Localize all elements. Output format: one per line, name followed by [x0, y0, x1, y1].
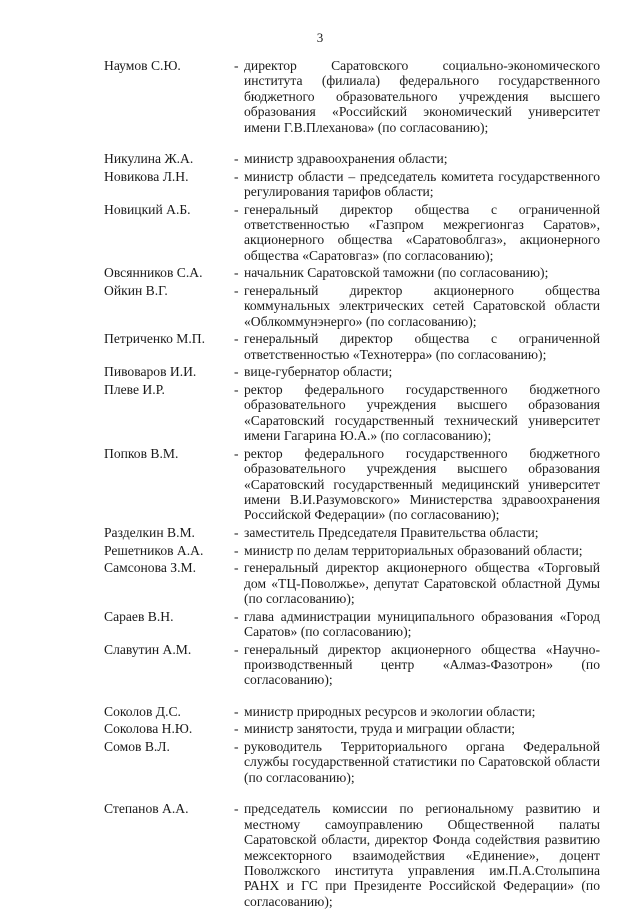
person-position: директор Саратовского социально-экономического института (филиала) федерального государственного бюджетного образовательного учреждения высшего образования «Российский экономический университет имени Г.В.Плеханова» (по согласованию);: [244, 58, 600, 135]
member-list: [104, 58, 600, 911]
list-item: [104, 283, 600, 329]
person-position: начальник Саратовской таможни (по согласованию);: [244, 265, 549, 281]
list-item: [104, 382, 600, 444]
dash-separator: -: [234, 542, 239, 558]
person-position: генеральный директор акционерного общества «Торговый дом «ТЦ-Поволжье», депутат Саратовской областной Думы (по согласованию);: [244, 560, 600, 607]
person-position: министр здравоохранения области;: [244, 151, 448, 167]
list-item: [104, 169, 600, 200]
dash-separator: -: [234, 265, 239, 281]
person-name: Попков В.М.: [104, 445, 179, 461]
dash-separator: -: [234, 739, 239, 755]
person-name: Плеве И.Р.: [104, 382, 165, 398]
list-item: [104, 446, 600, 523]
dash-separator: -: [234, 721, 239, 737]
person-position: заместитель Председателя Правительства области;: [244, 525, 539, 541]
person-position: министр области – председатель комитета государственного регулирования тарифов области;: [244, 168, 600, 200]
list-item: [104, 265, 600, 280]
person-position: глава администрации муниципального образования «Город Саратов» (по согласованию);: [244, 608, 600, 640]
person-position: председатель комиссии по региональному развитию и местному самоуправлению Общественной палаты Саратовской области, директор Фонда содействия развитию межсекторного взаимодействия «Единение», доцент Поволжского института управления им.П.А.Столыпина РАНХ и ГС при Президенте Российской Федерации» (по согласованию);: [244, 801, 600, 909]
dash-separator: -: [234, 445, 239, 461]
dash-separator: -: [234, 58, 239, 73]
list-item: [104, 609, 600, 640]
person-name: Соколов Д.С.: [104, 703, 181, 719]
person-name: Самсонова З.М.: [104, 560, 196, 576]
list-item: [104, 151, 600, 166]
list-item: [104, 721, 600, 736]
dash-separator: -: [234, 525, 239, 541]
dash-separator: -: [234, 608, 239, 624]
person-name: Разделкин В.М.: [104, 525, 195, 541]
dash-separator: -: [234, 382, 239, 398]
dash-separator: -: [234, 703, 239, 719]
person-name: Сараев В.Н.: [104, 608, 174, 624]
person-name: Новикова Л.Н.: [104, 168, 189, 184]
person-name: Сомов В.Л.: [104, 739, 170, 755]
dash-separator: -: [234, 641, 239, 657]
list-item: [104, 560, 600, 606]
person-name: Решетников А.А.: [104, 542, 204, 558]
list-item: [104, 331, 600, 362]
dash-separator: -: [234, 331, 239, 347]
person-position: вице-губернатор области;: [244, 364, 393, 380]
person-position: министр природных ресурсов и экологии области;: [244, 703, 536, 719]
person-position: генеральный директор общества с ограниченной ответственностью «Газпром межрегионгаз Саратов», акционерного общества «Саратовоблгаз», акционерного общества «Саратовгаз» (по согласованию);: [244, 201, 600, 263]
list-item: [104, 543, 600, 558]
dash-separator: -: [234, 801, 239, 817]
person-position: министр по делам территориальных образований области;: [244, 542, 583, 558]
list-item: [104, 642, 600, 688]
page-number: 3: [316, 30, 324, 45]
person-name: Соколова Н.Ю.: [104, 721, 193, 737]
person-name: Петриченко М.П.: [104, 331, 205, 347]
dash-separator: -: [234, 364, 239, 380]
person-position: руководитель Территориального органа Федеральной службы государственной статистики по Саратовской области (по согласованию);: [244, 739, 600, 785]
person-name: Наумов С.Ю.: [104, 58, 181, 73]
dash-separator: -: [234, 560, 239, 576]
person-name: Степанов А.А.: [104, 801, 189, 817]
person-position: генеральный директор акционерного общества коммунальных электрических сетей Саратовской области «Облкоммунэнерго» (по согласованию);: [244, 283, 600, 329]
person-name: Никулина Ж.А.: [104, 151, 194, 167]
person-name: Пивоваров И.И.: [104, 364, 197, 380]
person-name: Славутин А.М.: [104, 641, 192, 657]
list-item: [104, 58, 600, 135]
person-position: министр занятости, труда и миграции области;: [244, 721, 516, 737]
dash-separator: -: [234, 283, 239, 299]
person-position: ректор федерального государственного бюджетного образовательного учреждения высшего образования «Саратовский государственный медицинский университет имени В.И.Разумовского» Министерства здравоохранения Российской Федерации» (по согласованию);: [244, 445, 600, 523]
list-item: [104, 704, 600, 719]
dash-separator: -: [234, 151, 239, 167]
dash-separator: -: [234, 168, 239, 184]
list-item: [104, 525, 600, 540]
list-item: [104, 801, 600, 909]
person-position: генеральный директор общества с ограниченной ответственностью «Технотерра» (по согласованию);: [244, 331, 600, 362]
list-item: [104, 202, 600, 264]
dash-separator: -: [234, 201, 239, 217]
person-name: Новицкий А.Б.: [104, 201, 191, 217]
person-name: Овсянников С.А.: [104, 265, 203, 281]
list-item: [104, 739, 600, 785]
person-name: Ойкин В.Г.: [104, 283, 168, 299]
person-position: ректор федерального государственного бюджетного образовательного учреждения высшего образования «Саратовский государственный технический университет имени Гагарина Ю.А.» (по согласованию);: [244, 382, 600, 444]
list-item: [104, 364, 600, 379]
person-position: генеральный директор акционерного общества «Научно-производственный центр «Алмаз-Фазотрон» (по согласованию);: [244, 641, 600, 688]
